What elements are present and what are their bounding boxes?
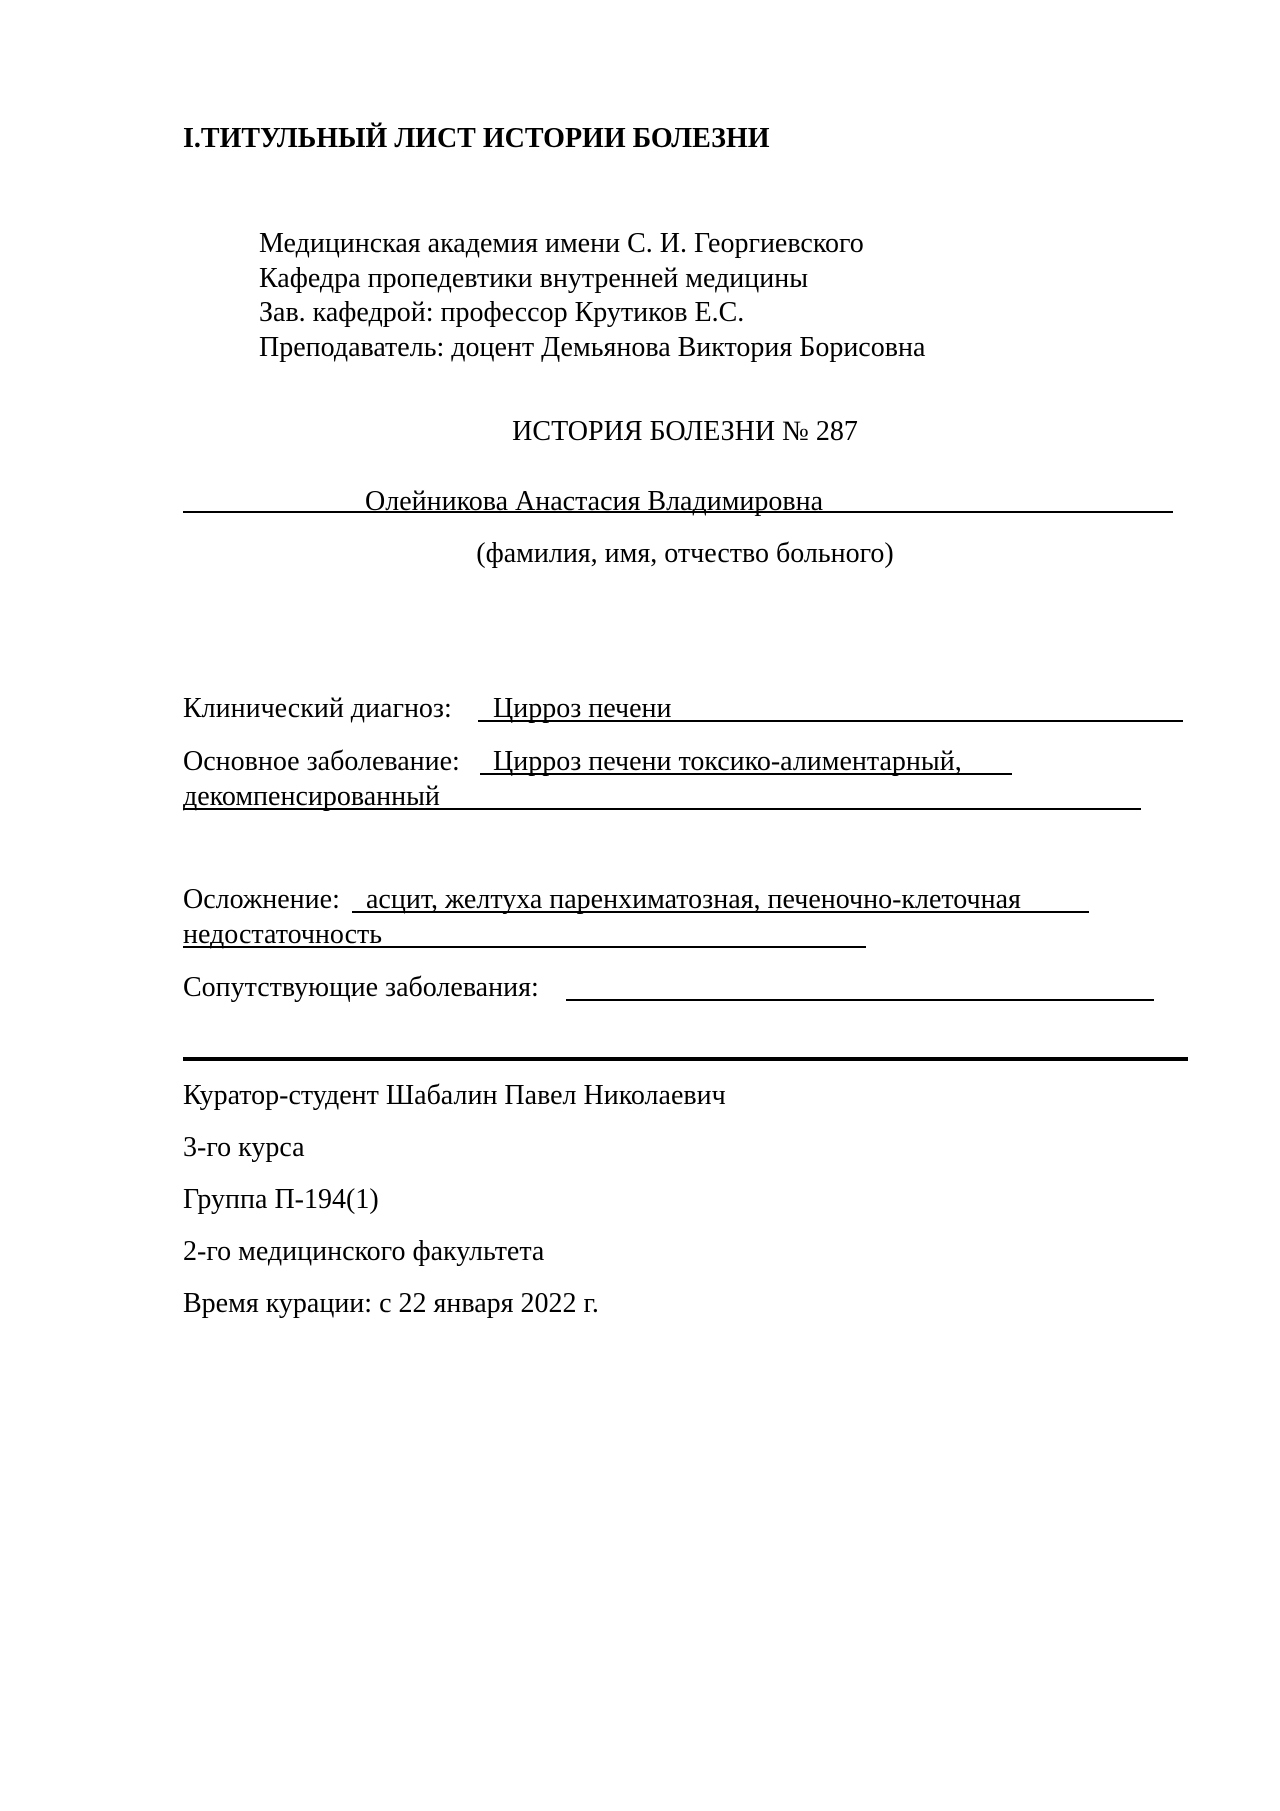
curator-group: Группа П-194(1) [183,1184,379,1215]
curator-student: Куратор-студент Шабалин Павел Николаевич [183,1080,726,1111]
main-disease-label: Основное заболевание: [183,746,460,777]
main-disease-value-2: декомпенсированный [183,781,440,812]
complication-value-1: асцит, желтуха паренхиматозная, печеночно-клеточная [366,884,1021,915]
main-disease-value-1: Цирроз печени токсико-алиментарный, [493,746,962,777]
history-title: ИСТОРИЯ БОЛЕЗНИ № 287 [512,416,858,447]
curator-course: 3-го курса [183,1132,305,1163]
concomitant-label: Сопутствующие заболевания: [183,972,539,1003]
academy-name: Медицинская академия имени С. И. Георгиевского [259,228,864,259]
clinical-diagnosis-label: Клинический диагноз: [183,693,452,724]
clinical-diagnosis-value: Цирроз печени [493,693,672,724]
patient-name: Олейникова Анастасия Владимировна [365,486,824,517]
head-of-department: Зав. кафедрой: профессор Крутиков Е.С. [259,297,745,328]
section-divider [183,1057,1188,1061]
teacher-name: Преподаватель: доцент Демьянова Виктория Борисовна [259,332,926,363]
curation-period: Время курации: с 22 января 2022 г. [183,1288,599,1319]
patient-name-caption: (фамилия, имя, отчество больного) [476,538,894,569]
section-title: I.ТИТУЛЬНЫЙ ЛИСТ ИСТОРИИ БОЛЕЗНИ [183,123,770,154]
concomitant-line [566,999,1154,1001]
complication-value-2: недостаточность [183,919,383,950]
curator-faculty: 2-го медицинского факультета [183,1236,545,1267]
department-name: Кафедра пропедевтики внутренней медицины [259,263,809,294]
complication-label: Осложнение: [183,884,340,915]
